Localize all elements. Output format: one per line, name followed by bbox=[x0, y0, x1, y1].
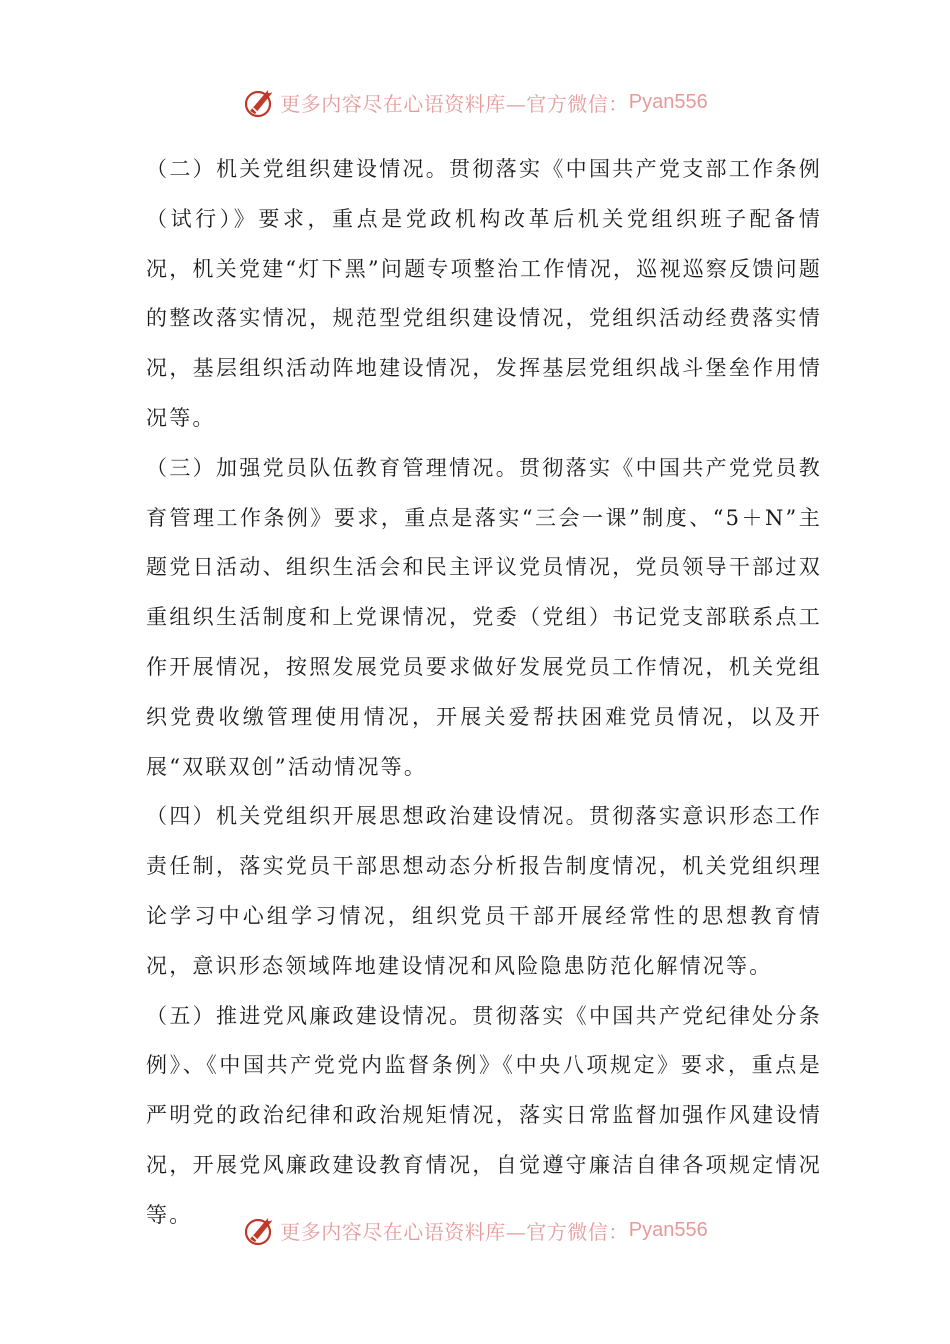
paragraph-3: （三）加强党员队伍教育管理情况。贯彻落实《中国共产党党员教育管理工作条例》要求，重点是落实“三会一课”制度、“5＋N”主题党日活动、组织生活会和民主评议党员情况，党员领导干部过双重组织生活制度和上党课情况，党委（党组）书记党支部联系点工作开展情况，按照发展党员要求做好发展党员工作情况，机关党组织党费收缴管理使用情况，开展关爱帮扶困难党员情况，以及开展“双联双创”活动情况等。 bbox=[146, 455, 822, 779]
paragraph-2: （二）机关党组织建设情况。贯彻落实《中国共产党支部工作条例（试行）》要求，重点是党政机构改革后机关党组织班子配备情况，机关党建“灯下黑”问题专项整治工作情况，巡视巡察反馈问题的整改落实情况，规范型党组织建设情况，党组织活动经费落实情况，基层组织活动阵地建设情况，发挥基层党组织战斗堡垒作用情况等。 bbox=[146, 157, 822, 430]
paragraph-5: （五）推进党风廉政建设情况。贯彻落实《中国共产党纪律处分条例》、《中国共产党党内监督条例》《中央八项规定》要求，重点是严明党的政治纪律和政治规矩情况，落实日常监督加强作风建设情况，开展党风廉政建设教育情况，自觉遵守廉洁自律各项规定情况等。 bbox=[146, 1003, 822, 1227]
pen-nib-circle-icon bbox=[242, 1212, 278, 1248]
document-body bbox=[146, 145, 822, 1241]
watermark-text: 更多内容尽在心语资料库—官方微信： bbox=[280, 1219, 629, 1244]
wechat-id: Pyan556 bbox=[628, 1218, 708, 1241]
watermark-text: 更多内容尽在心语资料库—官方微信： bbox=[280, 91, 629, 116]
paragraph-4: （四）机关党组织开展思想政治建设情况。贯彻落实意识形态工作责任制，落实党员干部思想动态分析报告制度情况，机关党组织理论学习中心组学习情况，组织党员干部开展经常性的思想教育情况，意识形态领域阵地建设情况和风险隐患防范化解情况等。 bbox=[146, 804, 822, 978]
footer-watermark bbox=[0, 1210, 950, 1250]
pen-nib-circle-icon bbox=[242, 84, 278, 120]
wechat-id: Pyan556 bbox=[628, 90, 708, 113]
header-watermark bbox=[0, 82, 950, 122]
